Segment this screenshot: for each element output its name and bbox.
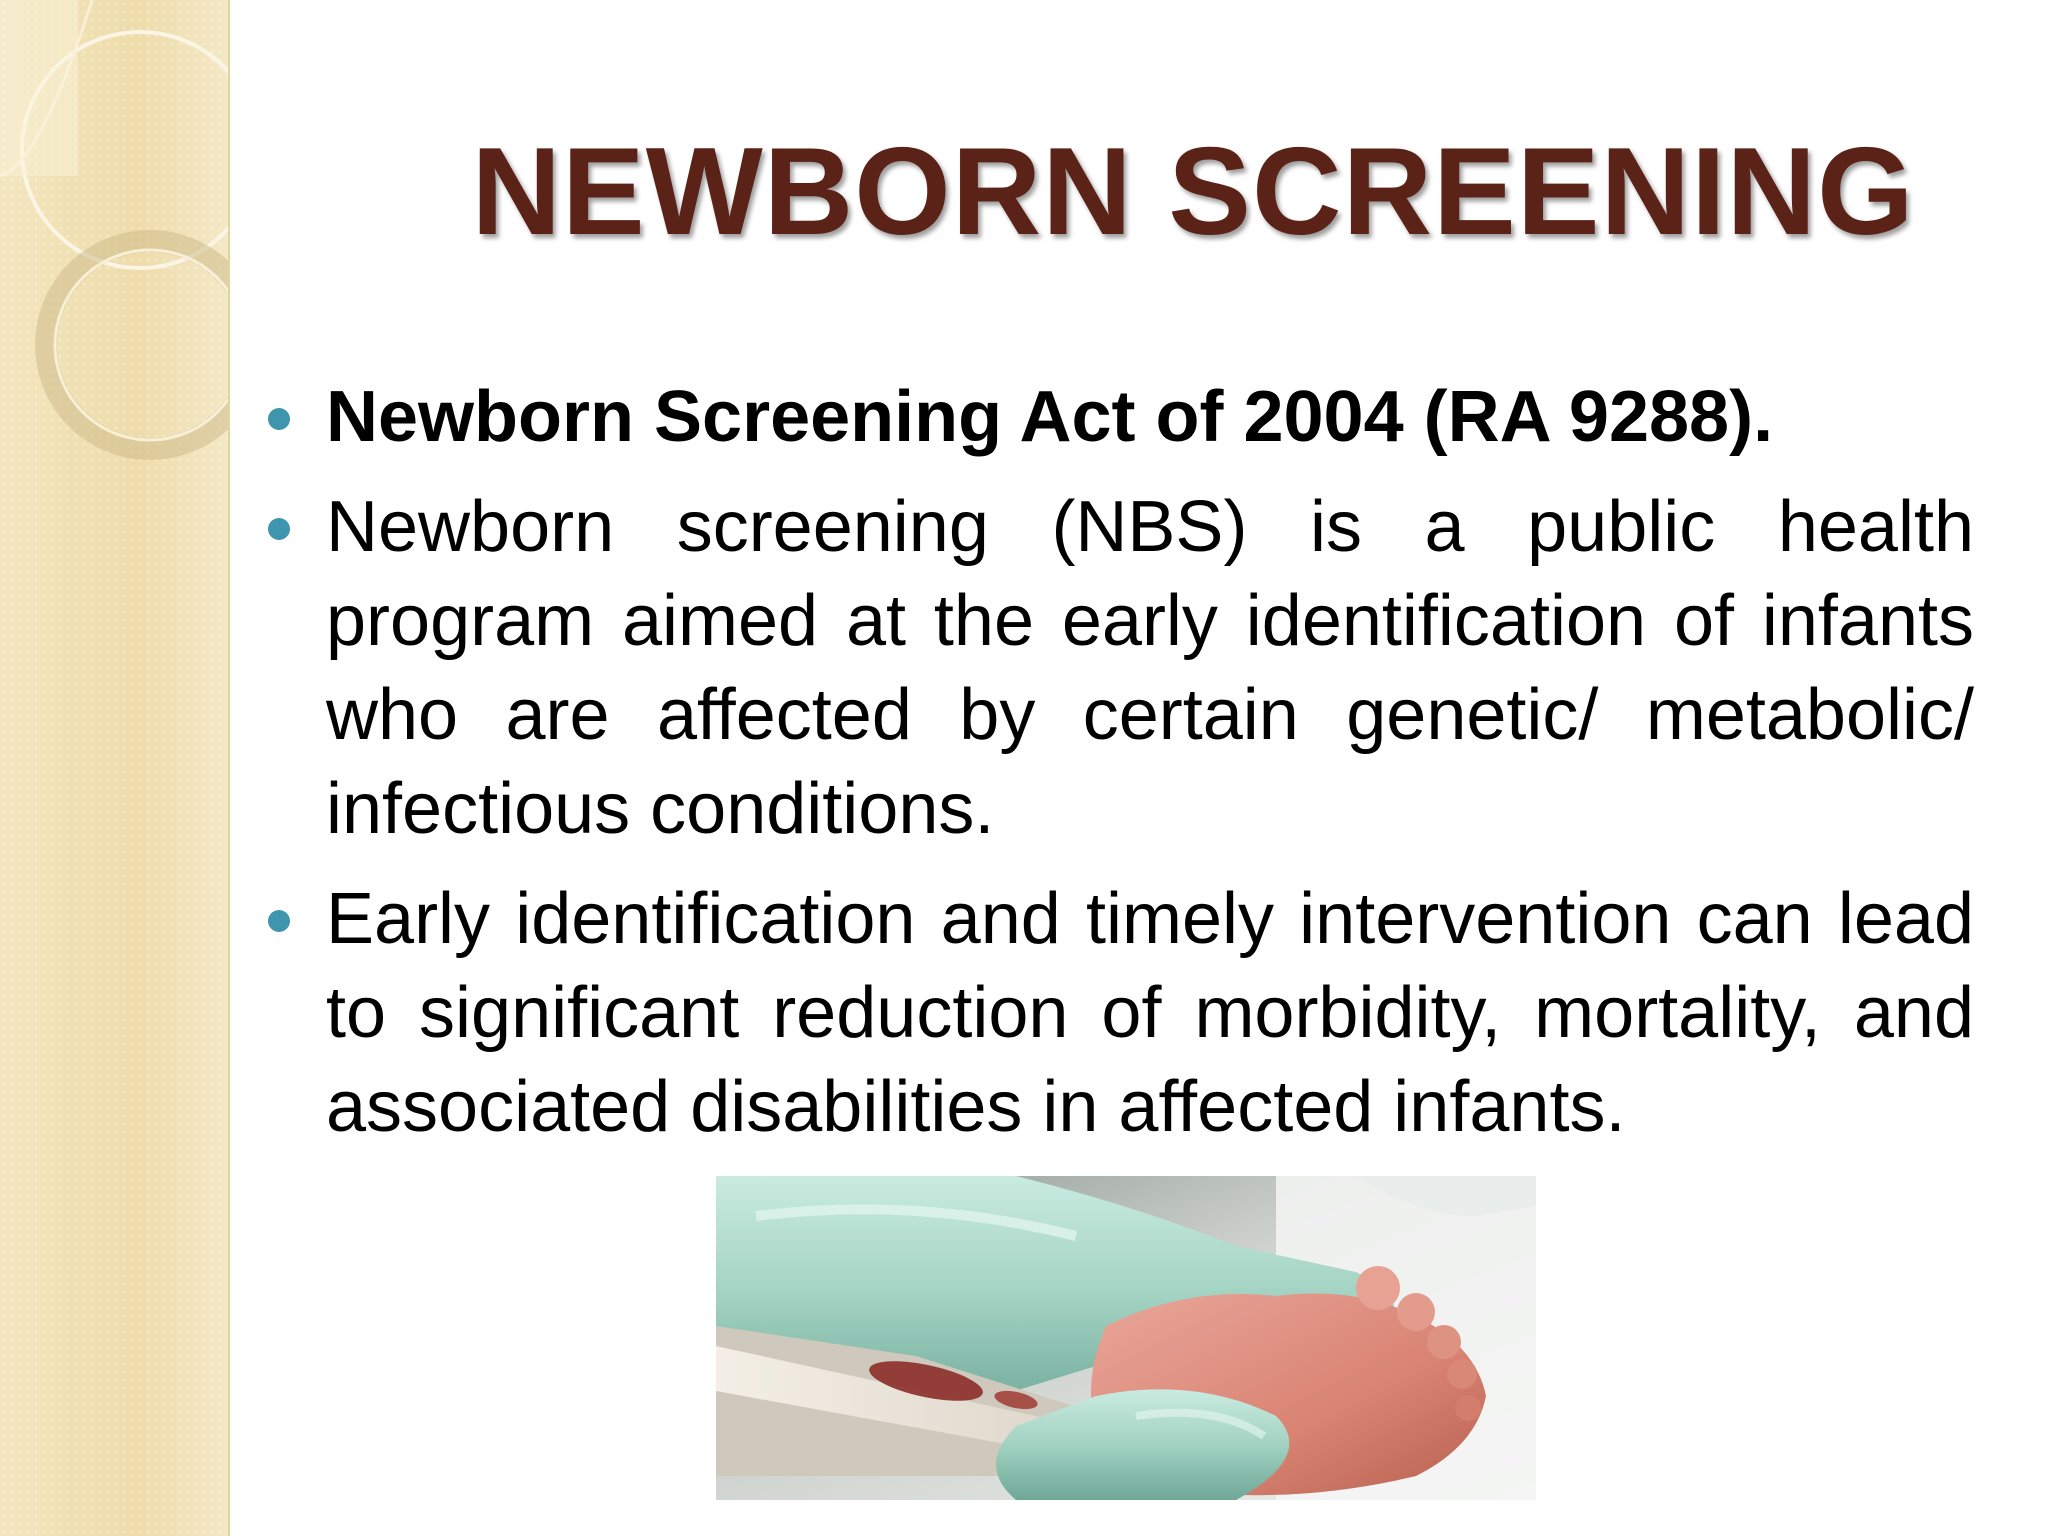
bullet-list — [262, 370, 1974, 1170]
newborn-heel-prick-photo — [716, 1176, 1536, 1500]
bullet-text: Newborn Screening Act of 2004 (RA 9288). — [326, 377, 1774, 457]
bullet-item — [262, 370, 1974, 464]
bullet-item — [262, 872, 1974, 1154]
decorative-sidebar — [0, 0, 230, 1536]
slide-title: NEWBORN SCREENING — [471, 123, 1915, 261]
bullet-text: Newborn screening (NBS) is a public health program aimed at the early identification of infants who are affected by certain genetic/ metabolic/ infectious conditions. — [326, 487, 1974, 849]
bullet-marker-icon — [268, 910, 290, 932]
newborn-screening-photo-icon — [716, 1176, 1536, 1500]
bullet-item — [262, 480, 1974, 856]
bullet-marker-icon — [268, 408, 290, 430]
decorative-rings-icon — [0, 0, 228, 1536]
bullet-text: Early identification and timely intervention can lead to significant reduction of morbidity, mortality, and associated disabilities in affected infants. — [326, 879, 1974, 1147]
bullet-marker-icon — [268, 518, 290, 540]
